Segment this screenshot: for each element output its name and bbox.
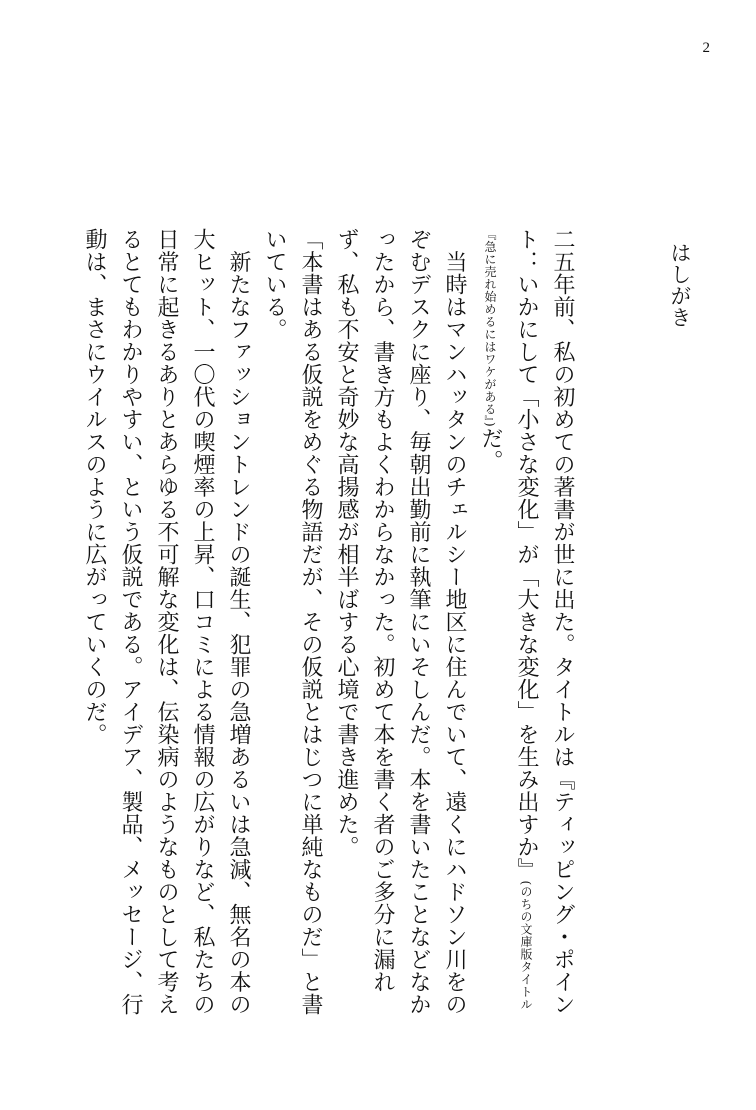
vertical-text-body: [76, 228, 698, 1028]
page-number: 2: [702, 40, 710, 56]
paragraph-3: 「本書はある仮説をめぐる物語だが、その仮説とはじつに単純なものだ」と書いている。: [262, 228, 323, 1016]
paragraph-4: 新たなファッショントレンドの誕生、犯罪の急増あるいは急減、無名の本の大ヒット、一〇代の喫煙率の上昇、口コミによる情報の広がりなど、私たちの日常に起きるありとあらゆる不可解な変化は、伝染病のようなものとして考えるとてもわかりやすい、という仮説である。アイデア、製品、メッセージ、行動は、まさにウイルスのように広がっていくのだ。: [82, 228, 251, 1016]
paragraph-1-tail: だ。: [478, 427, 503, 473]
paragraph-1-note: (のちの文庫版タイトル『急に売れ始めるにはワケがある』): [483, 228, 533, 1011]
paragraph-1: [472, 228, 580, 1028]
paragraph-1-text: 二五年前、私の初めての著書が世に出た。タイトルは『ティッピング・ポイント：いかにして「小さな変化」が「大きな変化」を生み出すか』: [514, 228, 575, 1016]
page-heading: はしがき: [668, 242, 692, 328]
paragraph-2: 当時はマンハッタンのチェルシー地区に住んでいて、遠くにハドソン川をのぞむデスクに座り、毎朝出勤前に執筆にいそしんだ。本を書いたことなどなかったから、書き方もよくわからなかった。初めて本を書く者のご多分に漏れず、私も不安と奇妙な高揚感が相半ばする心境で書き進めた。: [334, 228, 467, 1016]
